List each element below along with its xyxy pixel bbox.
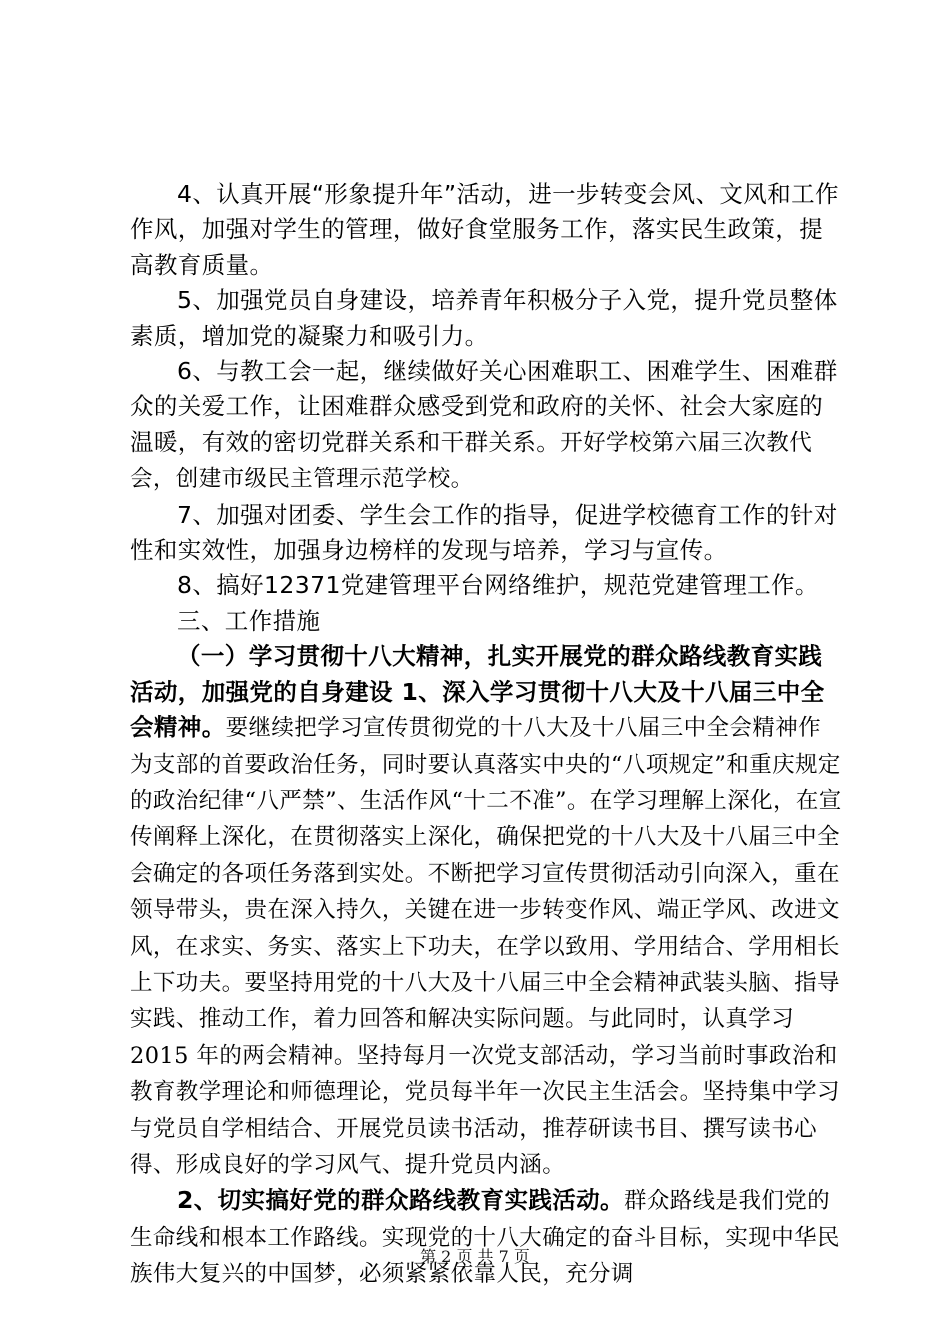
subsection-1: [130, 639, 842, 1183]
document-body: [130, 177, 842, 1293]
subsection-1-text: 要继续把学习宣传贯彻党的十八大及十八届三中全会精神作为支部的首要政治任务，同时要认真落实中央的“八项规定”和重庆规定的政治纪律“八严禁”、生活作风“十二不准”。在学习理解上深化，在宣传阐释上深化，在贯彻落实上深化，确保把党的十八大及十八届三中全会确定的各项任务落到实处。不断把学习宣传贯彻活动引向深入，重在领导带头，贵在深入持久，关键在进一步转变作风、端正学风、改进文风，在求实、务实、落实上下功夫，在学以致用、学用结合、学用相长上下功夫。要坚持用党的十八大及十八届三中全会精神武装头脑、指导实践、推动工作，着力回答和解决实际问题。与此同时，认真学习 2015 年的两会精神。坚持每月一次党支部活动，学习当前时事政治和教育教学理论和师德理论，党员每半年一次民主生活会。坚持集中学习与党员自学相结合、开展党员读书活动，推荐研读书目、撰写读书心得、形成良好的学习风气、提升党员内涵。: [130, 715, 842, 1178]
subsection-1-heading: （一）学习贯彻十八大精神，扎实开展党的群众路线教育实践活动，加强党的自身建设 1、深入学习贯彻十八大及十八届三中全会精神。: [130, 642, 825, 742]
paragraph-item-6-text: 6、与教工会一起，继续做好关心困难职工、困难学生、困难群众的关爱工作，让困难群众感受到党和政府的关怀、社会大家庭的温暖，有效的密切党群关系和干群关系。: [130, 357, 838, 456]
paragraph-item-5: 5、加强党员自身建设，培养青年积极分子入党，提升党员整体素质，增加党的凝聚力和吸引力。: [130, 286, 838, 350]
paragraph-item-8: 8、搞好12371党建管理平台网络维护，规范党建管理工作。: [177, 571, 819, 600]
subsection-2: [130, 1183, 842, 1292]
paragraph-item-6-extra: 开好学校第六届三次教代会，创建市级民主管理示范学校。: [130, 429, 813, 493]
subsection-2-text: 群众路线是我们党的生命线和根本工作路线。实现党的十八大确定的奋斗目标，实现中华民族伟大复兴的中国梦，必须紧紧依靠人民，充分调: [130, 1188, 840, 1288]
paragraph-item-7: 7、加强对团委、学生会工作的指导，促进学校德育工作的针对性和实效性，加强身边榜样的发现与培养，学习与宣传。: [130, 500, 838, 565]
paragraph-item-6: [130, 354, 842, 498]
paragraph-item-4: 4、认真开展“形象提升年”活动，进一步转变会风、文风和工作作风，加强对学生的管理，做好食堂服务工作，落实民生政策，提高教育质量。: [130, 180, 839, 279]
section-heading-measures: 三、工作措施: [177, 606, 321, 635]
page-footer: 第 2 页 共 7 页: [420, 1247, 530, 1266]
subsection-2-heading: 2、切实搞好党的群众路线教育实践活动。: [177, 1186, 624, 1215]
